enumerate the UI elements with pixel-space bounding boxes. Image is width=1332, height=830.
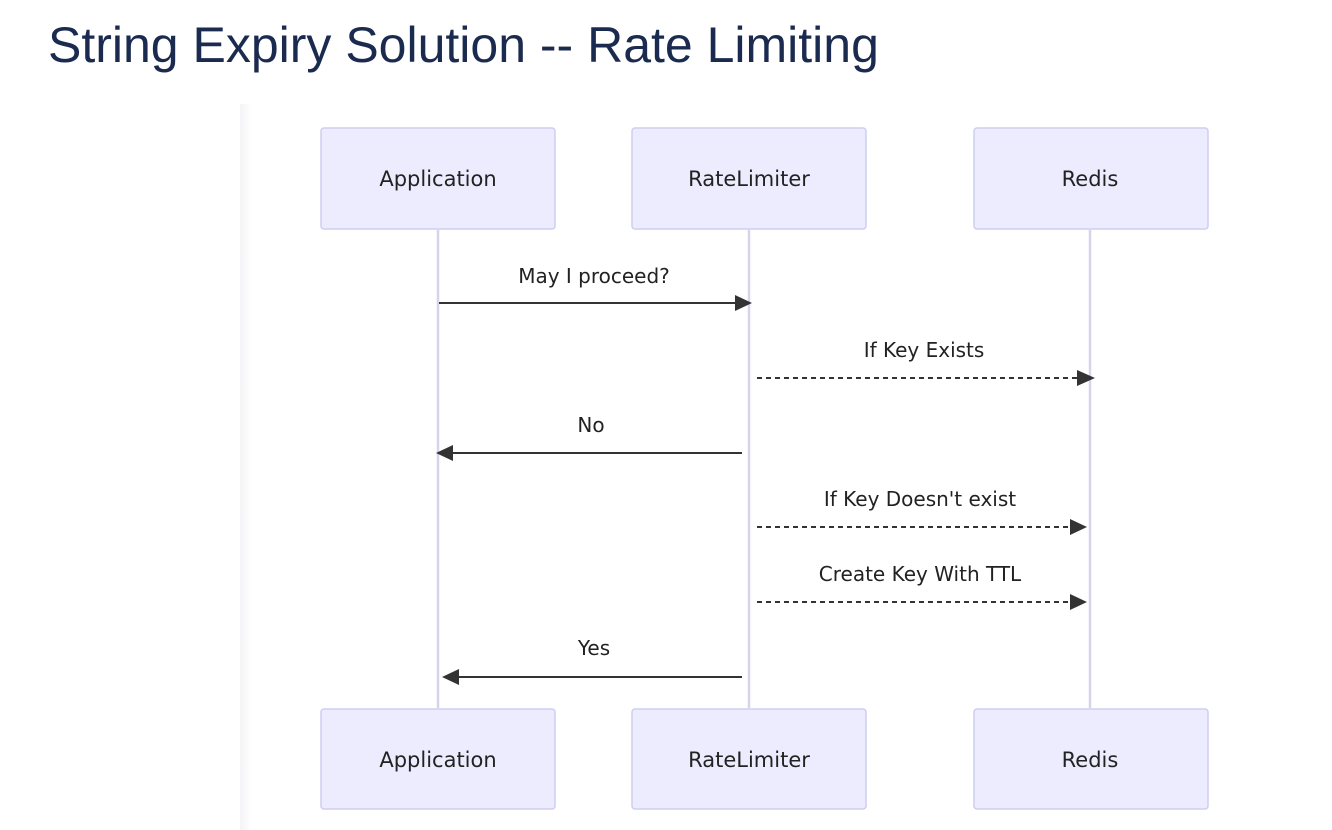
message-label: If Key Exists	[863, 338, 985, 362]
message-label: Create Key With TTL	[818, 562, 1022, 586]
participant-label: Application	[379, 167, 497, 191]
message-label: Yes	[577, 636, 611, 660]
message-no	[436, 413, 742, 461]
message-label: No	[577, 413, 605, 437]
message-label: If Key Doesn't exist	[823, 487, 1017, 511]
participant-top-redis	[974, 128, 1208, 229]
participant-bottom-redis	[974, 709, 1208, 809]
participant-top-application	[321, 128, 555, 229]
arrow-left-icon	[442, 669, 459, 685]
arrow-right-icon	[1070, 519, 1087, 535]
participant-label: Application	[379, 748, 497, 772]
message-if-key-doesnt-exist	[757, 487, 1087, 535]
participant-label: Redis	[1061, 167, 1119, 191]
message-if-key-exists	[757, 338, 1095, 386]
participant-top-ratelimiter	[632, 128, 866, 229]
message-yes	[442, 636, 742, 685]
message-label: May I proceed?	[518, 264, 670, 288]
slide-title: String Expiry Solution -- Rate Limiting	[48, 17, 879, 73]
participant-bottom-ratelimiter	[632, 709, 866, 809]
message-create-key-with-ttl	[757, 562, 1087, 610]
participant-label: RateLimiter	[688, 167, 810, 191]
participant-bottom-application	[321, 709, 555, 809]
participant-label: RateLimiter	[688, 748, 810, 772]
arrow-right-icon	[1070, 594, 1087, 610]
participant-label: Redis	[1061, 748, 1119, 772]
message-may-i-proceed	[439, 264, 752, 311]
arrow-right-icon	[1077, 370, 1095, 386]
